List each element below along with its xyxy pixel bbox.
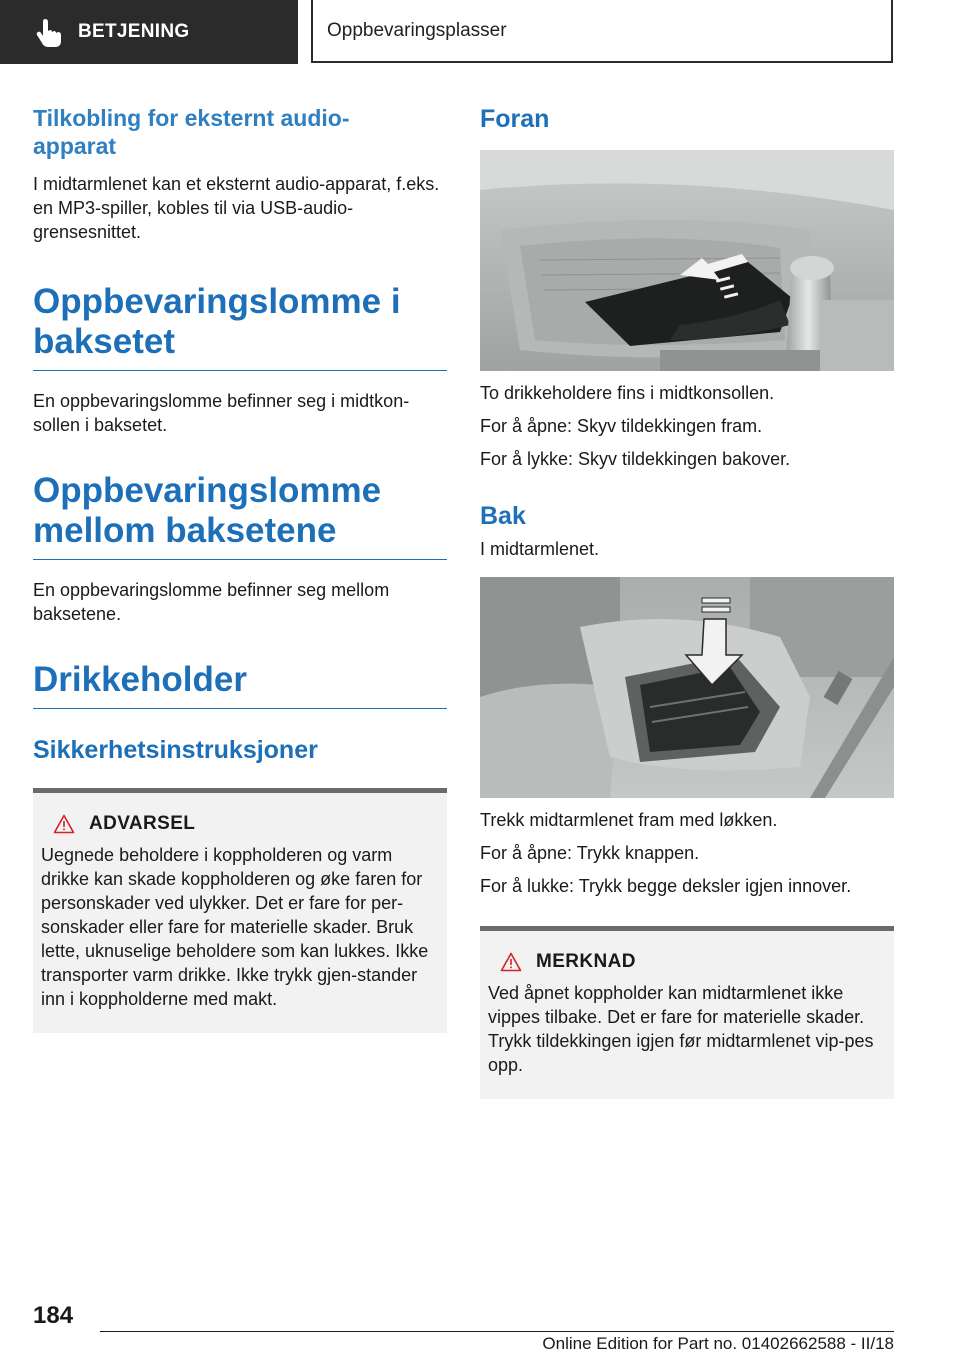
hand-pointer-icon [36,17,64,47]
safety-heading: Sikkerhetsinstruksjoner [33,736,318,764]
note-box [480,926,894,1099]
rear-text-2: For å åpne: Trykk knappen. [480,843,700,863]
edition-text: Online Edition for Part no. 01402662588 - II/18 [542,1334,894,1353]
chapter-tab [311,0,893,63]
note-header [488,951,886,973]
section-tab [0,0,298,64]
front-heading: Foran [480,105,550,133]
warning-box [33,788,447,1033]
warning-header [41,813,439,835]
warning-triangle-icon [53,814,75,834]
rear-heading: Bak [480,502,526,530]
audio-text: I midtarmlenet kan et eksternt audio-apparat, f.eks. en MP3-spiller, kobles til via USB-audio-grensesnittet. [33,174,440,242]
pocket-rear-heading: Oppbevaringslomme i baksetet [33,282,447,371]
front-console-photo [480,150,894,371]
footer-divider [100,1331,894,1332]
pocket-rear-text: En oppbevaringslomme befinner seg i midtkon-sollen i baksetet. [33,391,410,435]
rear-intro: I midtarmlenet. [480,539,600,559]
left-column [33,104,447,1033]
right-column [480,104,894,1099]
warning-label: ADVARSEL [89,813,196,834]
rear-text-3: For å lukke: Trykk begge deksler igjen innover. [480,876,852,896]
warning-triangle-icon [500,952,522,972]
warning-text: Uegnede beholdere i koppholderen og varm drikke kan skade koppholderen og øke faren for personskader ved ulykker. Det er fare for per-sonskader eller fare for materielle skader. Bruk lette, uknuselige beholdere som kan lukkes. Ikke transporter varm drikke. Ikke trykk gjen-stander inn i koppholderne med makt. [41,845,429,1009]
pocket-between-heading: Oppbevaringslomme mellom baksetene [33,471,447,560]
front-text-3: For å lykke: Skyv tildekkingen bakover. [480,449,791,469]
cupholder-heading: Drikkeholder [33,660,447,709]
note-text: Ved åpnet koppholder kan midtarmlenet ikke vippes tilbake. Det er fare for materielle skader. Trykk tildekkingen igjen før midtarmlenet vip-pes opp. [488,983,874,1075]
page-number: 184 [33,1302,74,1329]
front-text-2: For å åpne: Skyv tildekkingen fram. [480,416,763,436]
pocket-between-text: En oppbevaringslomme befinner seg mellom baksetene. [33,580,390,624]
chapter-label: Oppbevaringsplasser [327,19,507,41]
note-label: MERKNAD [536,951,636,972]
front-text-1: To drikkeholdere fins i midtkonsollen. [480,383,775,403]
section-label: BETJENING [78,21,190,42]
audio-heading: Tilkobling for eksternt audio-apparat [33,105,350,159]
rear-armrest-photo [480,577,894,798]
rear-text-1: Trekk midtarmlenet fram med løkken. [480,810,778,830]
